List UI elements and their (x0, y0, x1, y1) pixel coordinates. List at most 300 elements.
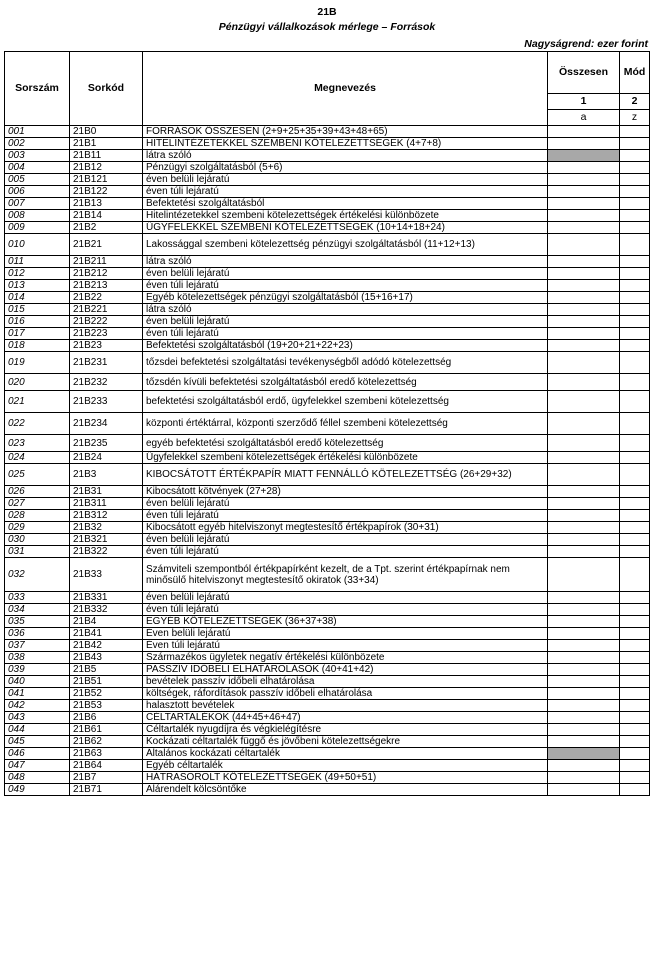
row-megnevezes: KIBOCSÁTOTT ÉRTÉKPAPÍR MIATT FENNÁLLÓ KÖTELEZETTSÉG (26+29+32) (143, 464, 548, 486)
row-mod-cell[interactable] (620, 126, 650, 138)
table-row (5, 186, 650, 198)
table-row (5, 628, 650, 640)
table-row (5, 498, 650, 510)
row-sorkod: 21B52 (70, 688, 143, 700)
balance-table (4, 51, 650, 796)
table-row (5, 688, 650, 700)
row-megnevezes: Éven túli lejáratú (143, 640, 548, 652)
row-megnevezes: befektetési szolgáltatásból erdő, ügyfelekkel szembeni kötelezettség (143, 391, 548, 413)
row-sorszam: 032 (5, 558, 70, 592)
row-mod-cell[interactable] (620, 558, 650, 592)
table-row (5, 391, 650, 413)
header-mod: Mód (620, 52, 650, 94)
row-megnevezes: látra szóló (143, 256, 548, 268)
row-mod-cell[interactable] (620, 210, 650, 222)
row-osszesen-cell[interactable] (548, 413, 620, 435)
row-sorkod: 21B43 (70, 652, 143, 664)
row-osszesen-cell[interactable] (548, 616, 620, 628)
row-megnevezes: Pénzügyi szolgáltatásból (5+6) (143, 162, 548, 174)
row-megnevezes: éven belüli lejáratú (143, 268, 548, 280)
row-sorszam: 022 (5, 413, 70, 435)
row-osszesen-cell[interactable] (548, 256, 620, 268)
row-sorkod: 21B331 (70, 592, 143, 604)
row-mod-cell[interactable] (620, 162, 650, 174)
row-megnevezes: Hitelintézetekkel szembeni kötelezettségek értékelési különbözete (143, 210, 548, 222)
row-megnevezes: Egyéb céltartalék (143, 760, 548, 772)
row-sorkod: 21B42 (70, 640, 143, 652)
row-osszesen-cell[interactable] (548, 712, 620, 724)
row-megnevezes: Származékos ügyletek negatív értékelési különbözete (143, 652, 548, 664)
row-sorszam: 020 (5, 374, 70, 391)
row-sorszam: 004 (5, 162, 70, 174)
header-mod-letter: z (620, 110, 650, 126)
table-row (5, 435, 650, 452)
row-mod-cell[interactable] (620, 280, 650, 292)
row-sorkod: 21B223 (70, 328, 143, 340)
row-sorkod: 21B4 (70, 616, 143, 628)
table-row (5, 210, 650, 222)
row-sorszam: 002 (5, 138, 70, 150)
row-mod-cell[interactable] (620, 413, 650, 435)
table-row (5, 664, 650, 676)
row-mod-cell[interactable] (620, 498, 650, 510)
row-osszesen-cell[interactable] (548, 138, 620, 150)
row-sorszam: 018 (5, 340, 70, 352)
form-title: Pénzügyi vállalkozások mérlege – Források (218, 21, 436, 33)
row-osszesen-cell[interactable] (548, 292, 620, 304)
row-sorszam: 041 (5, 688, 70, 700)
table-row (5, 352, 650, 374)
row-osszesen-cell[interactable] (548, 328, 620, 340)
row-megnevezes: központi értéktárral, központi szerződő féllel szembeni kötelezettség (143, 413, 548, 435)
row-megnevezes: Számviteli szempontból értékpapírként kezelt, de a Tpt. szerint értékpapírnak nem minősülő hitelviszonyt megtestesítő okiratok (33+34) (143, 558, 548, 592)
unit-note: Nagyságrend: ezer forint (524, 38, 648, 50)
row-sorkod: 21B14 (70, 210, 143, 222)
table-row (5, 126, 650, 138)
row-osszesen-cell[interactable] (548, 316, 620, 328)
row-sorkod: 21B312 (70, 510, 143, 522)
row-sorkod: 21B22 (70, 292, 143, 304)
row-megnevezes: Alárendelt kölcsöntőke (143, 784, 548, 796)
row-mod-cell[interactable] (620, 174, 650, 186)
row-sorszam: 025 (5, 464, 70, 486)
row-osszesen-cell[interactable] (548, 558, 620, 592)
table-row (5, 676, 650, 688)
row-sorszam: 035 (5, 616, 70, 628)
row-sorszam: 042 (5, 700, 70, 712)
row-megnevezes: Kibocsátott egyéb hitelviszonyt megtestesítő értékpapírok (30+31) (143, 522, 548, 534)
table-row (5, 162, 650, 174)
row-megnevezes: FORRÁSOK ÖSSZESEN (2+9+25+35+39+43+48+65) (143, 126, 548, 138)
row-sorkod: 21B5 (70, 664, 143, 676)
row-megnevezes: Lakossággal szembeni kötelezettség pénzügyi szolgáltatásból (11+12+13) (143, 234, 548, 256)
row-megnevezes: éven túli lejáratú (143, 280, 548, 292)
row-sorkod: 21B62 (70, 736, 143, 748)
row-osszesen-cell[interactable] (548, 268, 620, 280)
row-sorszam: 029 (5, 522, 70, 534)
row-megnevezes: éven túli lejáratú (143, 510, 548, 522)
row-osszesen-cell[interactable] (548, 640, 620, 652)
table-row (5, 724, 650, 736)
table-row (5, 304, 650, 316)
table-row (5, 486, 650, 498)
row-mod-cell[interactable] (620, 510, 650, 522)
table-row (5, 652, 650, 664)
row-sorkod: 21B211 (70, 256, 143, 268)
form-code: 21B (317, 6, 337, 18)
table-row (5, 784, 650, 796)
row-osszesen-cell[interactable] (548, 210, 620, 222)
header-osszesen-letter: a (548, 110, 620, 126)
row-sorszam: 033 (5, 592, 70, 604)
row-sorszam: 024 (5, 452, 70, 464)
row-mod-cell[interactable] (620, 292, 650, 304)
row-sorszam: 010 (5, 234, 70, 256)
table-row (5, 700, 650, 712)
row-mod-cell[interactable] (620, 198, 650, 210)
row-megnevezes: Éven belüli lejáratú (143, 628, 548, 640)
table-row (5, 256, 650, 268)
row-megnevezes: éven túli lejáratú (143, 604, 548, 616)
row-sorkod: 21B222 (70, 316, 143, 328)
row-osszesen-cell[interactable] (548, 126, 620, 138)
row-sorszam: 037 (5, 640, 70, 652)
row-osszesen-cell[interactable] (548, 198, 620, 210)
row-sorkod: 21B1 (70, 138, 143, 150)
row-osszesen-cell[interactable] (548, 736, 620, 748)
row-megnevezes: éven túli lejáratú (143, 546, 548, 558)
row-osszesen-cell[interactable] (548, 760, 620, 772)
row-sorszam: 011 (5, 256, 70, 268)
header-mod-num: 2 (620, 94, 650, 110)
row-sorkod: 21B12 (70, 162, 143, 174)
row-sorkod: 21B33 (70, 558, 143, 592)
row-mod-cell[interactable] (620, 374, 650, 391)
row-sorkod: 21B21 (70, 234, 143, 256)
row-megnevezes: EGYÉB KÖTELEZETTSÉGEK (36+37+38) (143, 616, 548, 628)
row-megnevezes: éven belüli lejáratú (143, 316, 548, 328)
row-mod-cell[interactable] (620, 452, 650, 464)
row-sorszam: 036 (5, 628, 70, 640)
header-megnevezes: Megnevezés (143, 52, 548, 126)
table-row (5, 292, 650, 304)
row-sorszam: 034 (5, 604, 70, 616)
row-megnevezes: Egyéb kötelezettségek pénzügyi szolgáltatásból (15+16+17) (143, 292, 548, 304)
table-row (5, 174, 650, 186)
row-mod-cell[interactable] (620, 391, 650, 413)
row-sorkod: 21B23 (70, 340, 143, 352)
row-sorkod: 21B53 (70, 700, 143, 712)
row-sorkod: 21B121 (70, 174, 143, 186)
row-sorszam: 014 (5, 292, 70, 304)
row-megnevezes: költségek, ráfordítások passzív időbeli elhatárolása (143, 688, 548, 700)
table-row (5, 234, 650, 256)
row-mod-cell[interactable] (620, 604, 650, 616)
row-sorszam: 012 (5, 268, 70, 280)
row-megnevezes: éven belüli lejáratú (143, 498, 548, 510)
table-row (5, 340, 650, 352)
row-megnevezes: tőzsdén kívüli befektetési szolgáltatásból eredő kötelezettség (143, 374, 548, 391)
row-mod-cell[interactable] (620, 464, 650, 486)
row-sorszam: 044 (5, 724, 70, 736)
table-row (5, 198, 650, 210)
row-mod-cell[interactable] (620, 234, 650, 256)
row-mod-cell[interactable] (620, 592, 650, 604)
row-sorkod: 21B11 (70, 150, 143, 162)
row-mod-cell[interactable] (620, 435, 650, 452)
table-row (5, 510, 650, 522)
row-mod-cell[interactable] (620, 640, 650, 652)
row-sorszam: 039 (5, 664, 70, 676)
row-mod-cell[interactable] (620, 316, 650, 328)
row-sorkod: 21B234 (70, 413, 143, 435)
row-sorkod: 21B213 (70, 280, 143, 292)
row-sorszam: 001 (5, 126, 70, 138)
row-osszesen-cell[interactable] (548, 592, 620, 604)
row-osszesen-cell[interactable] (548, 688, 620, 700)
row-mod-cell[interactable] (620, 784, 650, 796)
table-row (5, 534, 650, 546)
row-sorkod: 21B13 (70, 198, 143, 210)
table-row (5, 374, 650, 391)
table-row (5, 616, 650, 628)
header-osszesen: Összesen (548, 52, 620, 94)
row-mod-cell[interactable] (620, 340, 650, 352)
row-osszesen-cell[interactable] (548, 748, 620, 760)
row-osszesen-cell[interactable] (548, 772, 620, 784)
row-mod-cell[interactable] (620, 664, 650, 676)
table-body (5, 126, 650, 796)
row-osszesen-cell[interactable] (548, 352, 620, 374)
row-megnevezes: HITELINTÉZETEKKEL SZEMBENI KÖTELEZETTSÉGEK (4+7+8) (143, 138, 548, 150)
row-osszesen-cell[interactable] (548, 162, 620, 174)
header-sorkod: Sorkód (70, 52, 143, 126)
row-mod-cell[interactable] (620, 772, 650, 784)
row-sorkod: 21B63 (70, 748, 143, 760)
row-mod-cell[interactable] (620, 628, 650, 640)
row-osszesen-cell[interactable] (548, 222, 620, 234)
row-osszesen-cell[interactable] (548, 546, 620, 558)
table-row (5, 268, 650, 280)
row-megnevezes: éven túli lejáratú (143, 186, 548, 198)
row-osszesen-cell[interactable] (548, 534, 620, 546)
row-megnevezes: tőzsdei befektetési szolgáltatási tevékenységből adódó kötelezettség (143, 352, 548, 374)
row-sorszam: 015 (5, 304, 70, 316)
table-row (5, 712, 650, 724)
row-megnevezes: bevételek passzív időbeli elhatárolása (143, 676, 548, 688)
row-sorkod: 21B311 (70, 498, 143, 510)
row-sorszam: 049 (5, 784, 70, 796)
table-row (5, 604, 650, 616)
row-osszesen-cell[interactable] (548, 522, 620, 534)
row-sorszam: 047 (5, 760, 70, 772)
row-sorkod: 21B322 (70, 546, 143, 558)
row-sorkod: 21B231 (70, 352, 143, 374)
table-row (5, 522, 650, 534)
row-osszesen-cell[interactable] (548, 464, 620, 486)
row-megnevezes: ÜGYFELEKKEL SZEMBENI KÖTELEZETTSÉGEK (10+14+18+24) (143, 222, 548, 234)
row-osszesen-cell[interactable] (548, 280, 620, 292)
row-sorkod: 21B221 (70, 304, 143, 316)
table-row (5, 760, 650, 772)
row-megnevezes: éven túli lejáratú (143, 328, 548, 340)
header-sorszam: Sorszám (5, 52, 70, 126)
row-sorszam: 007 (5, 198, 70, 210)
row-sorkod: 21B233 (70, 391, 143, 413)
row-osszesen-cell[interactable] (548, 174, 620, 186)
table-row (5, 280, 650, 292)
table-row (5, 150, 650, 162)
row-megnevezes: Ügyfelekkel szembeni kötelezettségek értékelési különbözete (143, 452, 548, 464)
row-osszesen-cell[interactable] (548, 435, 620, 452)
row-sorkod: 21B321 (70, 534, 143, 546)
table-row (5, 546, 650, 558)
row-sorszam: 013 (5, 280, 70, 292)
row-sorkod: 21B64 (70, 760, 143, 772)
row-sorszam: 028 (5, 510, 70, 522)
row-megnevezes: Befektetési szolgáltatásból (143, 198, 548, 210)
row-mod-cell[interactable] (620, 222, 650, 234)
row-osszesen-cell[interactable] (548, 784, 620, 796)
row-mod-cell[interactable] (620, 186, 650, 198)
row-osszesen-cell[interactable] (548, 700, 620, 712)
row-sorszam: 021 (5, 391, 70, 413)
row-sorszam: 027 (5, 498, 70, 510)
row-sorkod: 21B6 (70, 712, 143, 724)
row-megnevezes: HÁTRASOROLT KÖTELEZETTSÉGEK (49+50+51) (143, 772, 548, 784)
row-sorszam: 030 (5, 534, 70, 546)
row-sorszam: 009 (5, 222, 70, 234)
row-megnevezes: Céltartalék nyugdíjra és végkielégítésre (143, 724, 548, 736)
row-sorkod: 21B232 (70, 374, 143, 391)
row-osszesen-cell[interactable] (548, 664, 620, 676)
row-sorkod: 21B2 (70, 222, 143, 234)
row-sorszam: 045 (5, 736, 70, 748)
row-megnevezes: Kockázati céltartalék függő és jövőbeni kötelezettségekre (143, 736, 548, 748)
row-mod-cell[interactable] (620, 328, 650, 340)
row-mod-cell[interactable] (620, 546, 650, 558)
row-sorszam: 038 (5, 652, 70, 664)
row-megnevezes: CÉLTARTALÉKOK (44+45+46+47) (143, 712, 548, 724)
table-row (5, 558, 650, 592)
row-osszesen-cell[interactable] (548, 724, 620, 736)
row-sorszam: 019 (5, 352, 70, 374)
table-row (5, 592, 650, 604)
row-mod-cell[interactable] (620, 676, 650, 688)
row-osszesen-cell[interactable] (548, 340, 620, 352)
header-osszesen-num: 1 (548, 94, 620, 110)
row-osszesen-cell[interactable] (548, 234, 620, 256)
row-sorszam: 005 (5, 174, 70, 186)
row-osszesen-cell[interactable] (548, 510, 620, 522)
row-osszesen-cell[interactable] (548, 604, 620, 616)
row-sorszam: 003 (5, 150, 70, 162)
row-mod-cell[interactable] (620, 688, 650, 700)
row-sorszam: 017 (5, 328, 70, 340)
table-row (5, 222, 650, 234)
row-mod-cell[interactable] (620, 268, 650, 280)
row-sorkod: 21B41 (70, 628, 143, 640)
table-row (5, 736, 650, 748)
row-osszesen-cell[interactable] (548, 374, 620, 391)
row-sorkod: 21B71 (70, 784, 143, 796)
table-row (5, 464, 650, 486)
row-sorkod: 21B212 (70, 268, 143, 280)
table-row (5, 452, 650, 464)
row-mod-cell[interactable] (620, 304, 650, 316)
row-sorszam: 031 (5, 546, 70, 558)
row-sorszam: 023 (5, 435, 70, 452)
row-mod-cell[interactable] (620, 150, 650, 162)
row-sorkod: 21B7 (70, 772, 143, 784)
row-sorszam: 008 (5, 210, 70, 222)
row-sorkod: 21B3 (70, 464, 143, 486)
row-mod-cell[interactable] (620, 748, 650, 760)
row-megnevezes: látra szóló (143, 150, 548, 162)
row-sorszam: 026 (5, 486, 70, 498)
row-mod-cell[interactable] (620, 712, 650, 724)
row-sorkod: 21B235 (70, 435, 143, 452)
table-row (5, 328, 650, 340)
table-row (5, 640, 650, 652)
row-sorkod: 21B32 (70, 522, 143, 534)
row-osszesen-cell[interactable] (548, 498, 620, 510)
table-row (5, 413, 650, 435)
row-sorkod: 21B122 (70, 186, 143, 198)
row-sorszam: 046 (5, 748, 70, 760)
row-mod-cell[interactable] (620, 138, 650, 150)
row-sorkod: 21B0 (70, 126, 143, 138)
row-mod-cell[interactable] (620, 652, 650, 664)
row-megnevezes: Általános kockázati céltartalék (143, 748, 548, 760)
row-sorszam: 043 (5, 712, 70, 724)
row-megnevezes: látra szóló (143, 304, 548, 316)
row-osszesen-cell[interactable] (548, 391, 620, 413)
row-mod-cell[interactable] (620, 352, 650, 374)
row-mod-cell[interactable] (620, 522, 650, 534)
row-osszesen-cell[interactable] (548, 486, 620, 498)
row-megnevezes: egyéb befektetési szolgáltatásból eredő kötelezettség (143, 435, 548, 452)
row-mod-cell[interactable] (620, 700, 650, 712)
row-mod-cell[interactable] (620, 724, 650, 736)
table-row (5, 748, 650, 760)
table-row (5, 316, 650, 328)
row-mod-cell[interactable] (620, 760, 650, 772)
row-sorkod: 21B51 (70, 676, 143, 688)
row-megnevezes: éven belüli lejáratú (143, 592, 548, 604)
row-mod-cell[interactable] (620, 616, 650, 628)
row-osszesen-cell[interactable] (548, 628, 620, 640)
row-sorszam: 006 (5, 186, 70, 198)
row-sorszam: 016 (5, 316, 70, 328)
row-osszesen-cell[interactable] (548, 186, 620, 198)
row-mod-cell[interactable] (620, 486, 650, 498)
row-osszesen-cell[interactable] (548, 304, 620, 316)
row-osszesen-cell[interactable] (548, 652, 620, 664)
row-osszesen-cell[interactable] (548, 452, 620, 464)
row-megnevezes: halasztott bevételek (143, 700, 548, 712)
row-megnevezes: éven belüli lejáratú (143, 534, 548, 546)
row-sorszam: 040 (5, 676, 70, 688)
row-megnevezes: PASSZÍV IDŐBELI ELHATÁROLÁSOK (40+41+42) (143, 664, 548, 676)
row-osszesen-cell[interactable] (548, 676, 620, 688)
row-mod-cell[interactable] (620, 736, 650, 748)
row-osszesen-cell[interactable] (548, 150, 620, 162)
row-megnevezes: Befektetési szolgáltatásból (19+20+21+22+23) (143, 340, 548, 352)
row-mod-cell[interactable] (620, 534, 650, 546)
row-sorkod: 21B24 (70, 452, 143, 464)
row-mod-cell[interactable] (620, 256, 650, 268)
